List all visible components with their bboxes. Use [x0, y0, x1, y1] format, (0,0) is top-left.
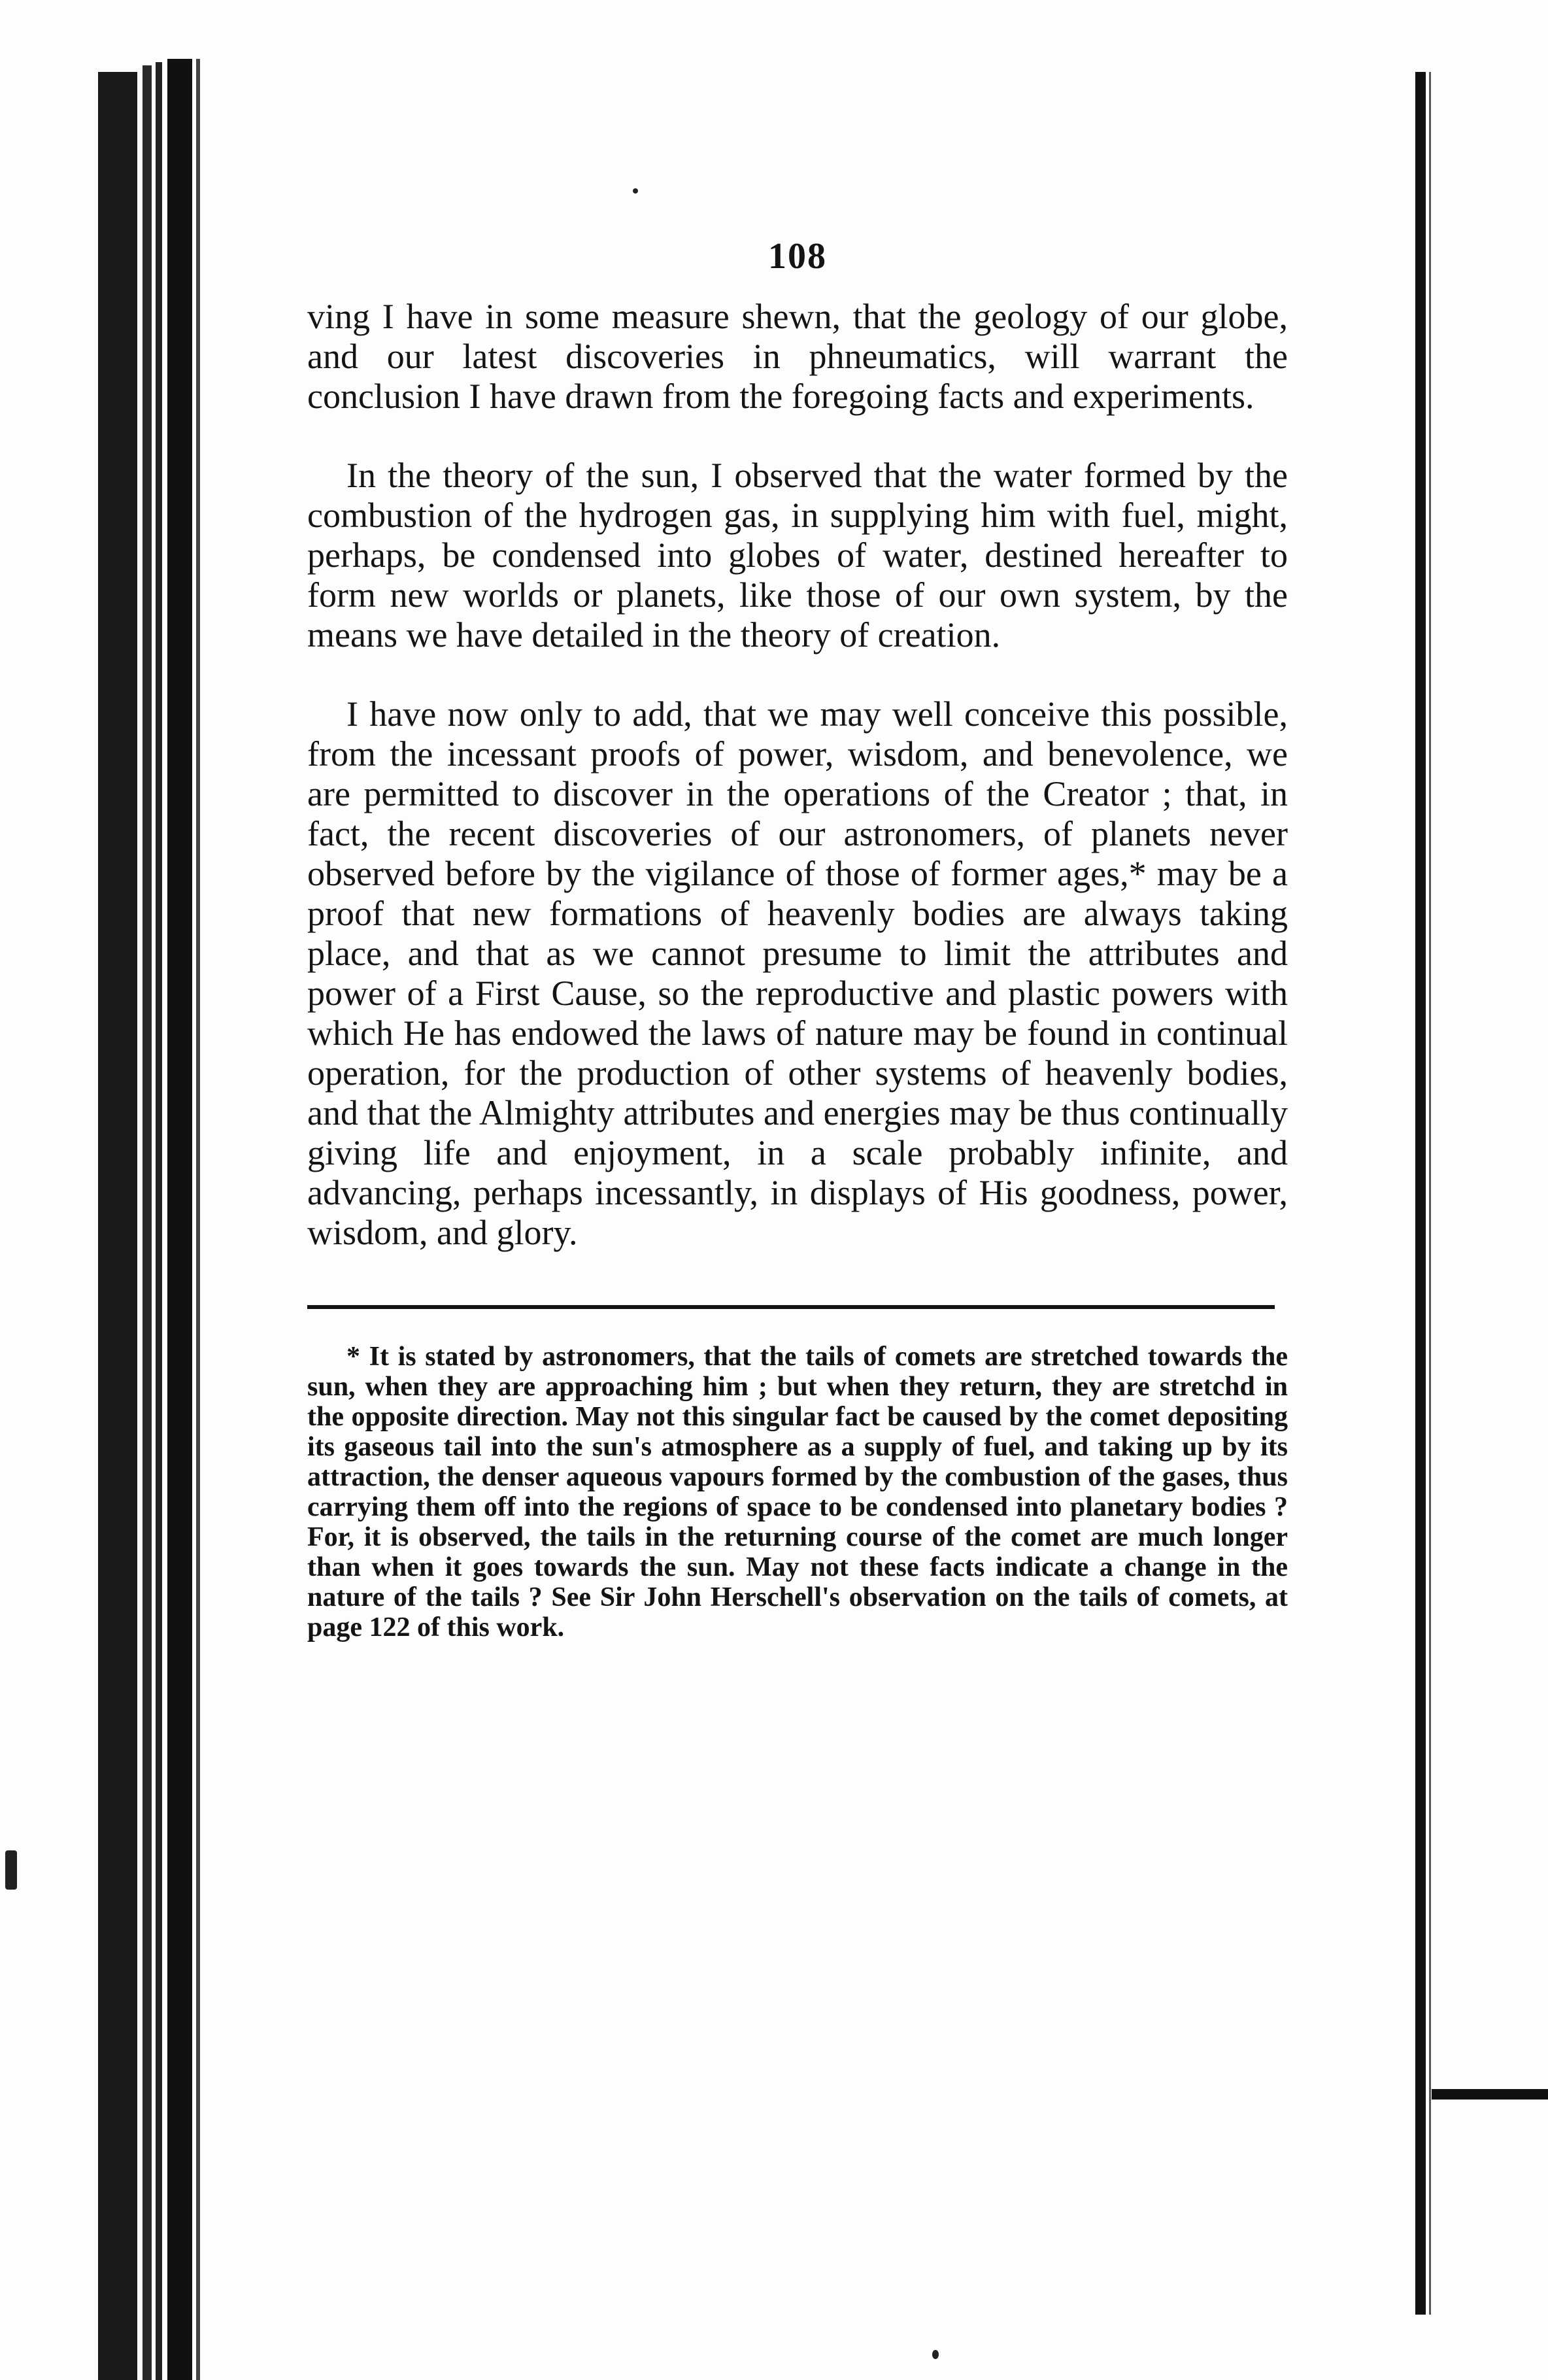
- binding-shadow: [156, 62, 162, 2380]
- binding-shadow: [196, 59, 200, 2380]
- paragraph-1: ving I have in some measure shewn, that the geology of our globe, and our latest discoveries in phneumatics, will warrant the conclusion I have drawn from the foregoing facts and experiments.: [307, 297, 1288, 416]
- scan-speck: [633, 188, 638, 194]
- page-number: 108: [768, 236, 827, 277]
- page-text-block: [307, 235, 1288, 1642]
- binding-shadow: [143, 65, 152, 2380]
- footnote-divider: [307, 1305, 1275, 1309]
- page-edge-right-line: [1429, 72, 1431, 2315]
- page-edge-right: [1415, 72, 1426, 2315]
- binding-shadow: [98, 72, 137, 2380]
- paragraph-2: In the theory of the sun, I observed that the water formed by the combustion of the hydrogen gas, in supplying him with fuel, might, perhaps, be condensed into globes of water, destined hereafter to form new worlds or planets, like those of our own system, by the means we have detailed in the theory of creation.: [307, 456, 1288, 654]
- scan-speck: [5, 1850, 17, 1890]
- page-edge-bottom: [1432, 2089, 1548, 2100]
- paragraph-3: I have now only to add, that we may well conceive this possible, from the incessant proofs of power, wisdom, and benevolence, we are permitted to discover in the operations of the Creator ; that, in fact, the recent discoveries of our astronomers, of planets never observed before by the vigilance of those of former ages,* may be a proof that new formations of heavenly bodies are always taking place, and that as we cannot presume to limit the attributes and power of a First Cause, so the reproductive and plastic powers with which He has endowed the laws of nature may be found in continual operation, for the production of other systems of heavenly bodies, and that the Almighty attributes and energies may be thus continually giving life and enjoyment, in a scale probably infinite, and advancing, perhaps incessantly, in displays of His goodness, power, wisdom, and glory.: [307, 694, 1288, 1252]
- footnote: * It is stated by astronomers, that the tails of comets are stretched towards the sun, when they are approaching him ; but when they return, they are stretchd in the opposite direction. May not this singular fact be caused by the comet depositing its gaseous tail into the sun's atmosphere as a supply of fuel, and taking up by its attraction, the denser aqueous vapours formed by the combustion of the gases, thus carrying them off into the regions of space to be condensed into planetary bodies ? For, it is observed, the tails in the returning course of the comet are much longer than when it goes towards the sun. May not these facts indicate a change in the nature of the tails ? See Sir John Herschell's observation on the tails of comets, at page 122 of this work.: [307, 1342, 1288, 1642]
- scan-speck: [932, 2350, 939, 2359]
- binding-shadow: [167, 59, 192, 2380]
